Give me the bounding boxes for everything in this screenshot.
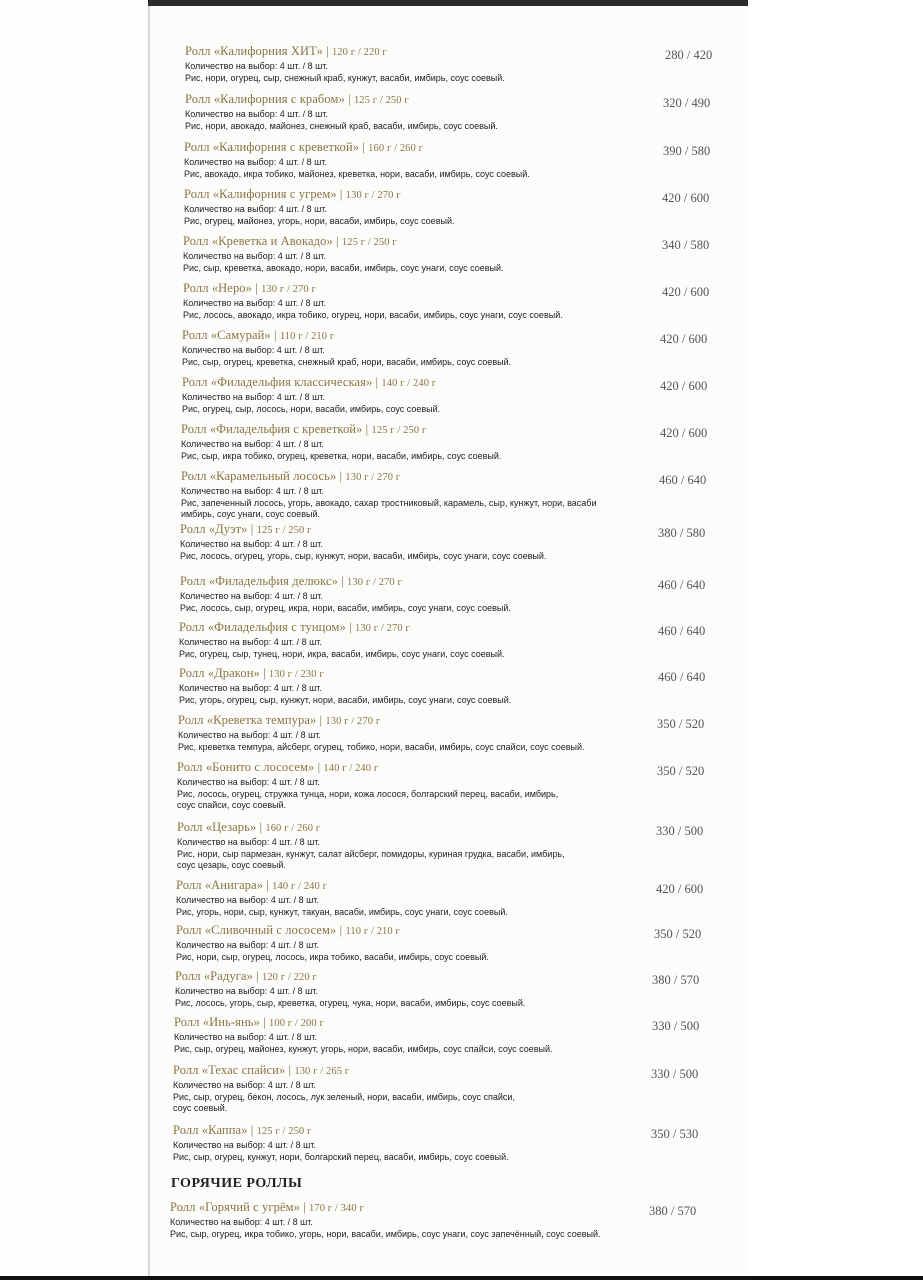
item-price: 340 / 580 (662, 238, 710, 252)
item-separator: | (252, 281, 262, 295)
item-price: 350 / 520 (654, 927, 702, 941)
item-quantity: Количество на выбор: 4 шт. / 8 шт. (185, 109, 328, 119)
item-ingredients: Рис, сыр, огурец, кунжут, нори, болгарский перец, васаби, имбирь, соус соевый. (173, 1151, 509, 1162)
menu-item (148, 92, 748, 132)
item-quantity: Количество на выбор: 4 шт. / 8 шт. (183, 251, 326, 261)
item-weight: 130 г / 270 г (354, 623, 410, 634)
item-separator: | (259, 666, 269, 680)
item-quantity: Количество на выбор: 4 шт. / 8 шт. (177, 777, 320, 787)
item-quantity: Количество на выбор: 4 шт. / 8 шт. (179, 683, 322, 693)
item-name: Ролл «Калифорния с крабом» (185, 92, 345, 106)
item-quantity: Количество на выбор: 4 шт. / 8 шт. (177, 837, 320, 847)
item-weight: 120 г / 220 г (261, 972, 317, 983)
item-quantity: Количество на выбор: 4 шт. / 8 шт. (173, 1140, 316, 1150)
item-quantity: Количество на выбор: 4 шт. / 8 шт. (185, 61, 328, 71)
item-name: Ролл «Каппа» (173, 1123, 248, 1137)
item-ingredients: Рис, сыр, креветка, авокадо, нори, васаби, имбирь, соус унаги, соус соевый. (183, 262, 504, 273)
menu-item (148, 375, 748, 415)
menu-item (148, 820, 748, 872)
item-separator: | (285, 1063, 295, 1077)
item-ingredients: Рис, запеченный лосось, угорь, авокадо, сахар тростниковый, карамель, сыр, кунжут, нори, васаби (181, 497, 597, 508)
item-quantity: Количество на выбор: 4 шт. / 8 шт. (184, 157, 327, 167)
item-name: Ролл «Горячий с угрём» (170, 1200, 300, 1214)
item-name: Ролл «Филадельфия с креветкой» (181, 422, 363, 436)
item-weight: 130 г / 270 г (345, 190, 401, 201)
item-separator: | (256, 820, 266, 834)
menu-item (148, 281, 748, 321)
item-weight: 120 г / 220 г (331, 47, 387, 58)
item-ingredients: Рис, лосось, сыр, огурец, икра, нори, васаби, имбирь, соус унаги, соус соевый. (180, 602, 511, 613)
item-ingredients: соус спайси, соус соевый. (177, 800, 287, 810)
item-ingredients: Рис, лосось, огурец, угорь, сыр, кунжут, нори, васаби, имбирь, соус унаги, соус соевый. (180, 550, 547, 561)
menu-item (148, 713, 748, 753)
item-separator: | (322, 44, 332, 58)
menu-item (148, 328, 748, 368)
item-ingredients: Рис, огурец, сыр, лосось, нори, васаби, имбирь, соус соевый. (182, 403, 441, 414)
item-quantity: Количество на выбор: 4 шт. / 8 шт. (176, 940, 319, 950)
item-name: Ролл «Дракон» (179, 666, 260, 680)
menu-item (148, 969, 748, 1009)
item-ingredients: Рис, огурец, майонез, угорь, нори, васаби, имбирь, соус соевый. (184, 215, 455, 226)
item-quantity: Количество на выбор: 4 шт. / 8 шт. (181, 486, 324, 496)
item-separator: | (345, 620, 355, 634)
item-price: 380 / 580 (658, 526, 706, 540)
scan-margin-right (748, 0, 923, 1280)
item-weight: 125 г / 250 г (341, 237, 397, 248)
item-weight: 140 г / 240 г (272, 881, 328, 892)
item-name: Ролл «Дуэт» (180, 522, 248, 536)
item-heading (185, 44, 748, 59)
item-ingredients: Рис, сыр, огурец, икра тобико, угорь, нори, васаби, имбирь, соус унаги, соус запечённый, соус соевый. (170, 1228, 601, 1239)
scan-margin-left (0, 0, 148, 1280)
item-separator: | (314, 760, 324, 774)
item-weight: 110 г / 210 г (279, 331, 335, 342)
item-weight: 125 г / 250 г (256, 525, 312, 536)
item-price: 380 / 570 (652, 973, 700, 987)
item-price: 420 / 600 (660, 332, 708, 346)
item-price: 330 / 500 (651, 1067, 699, 1081)
item-weight: 140 г / 240 г (381, 378, 437, 389)
menu-item (148, 620, 748, 660)
item-quantity: Количество на выбор: 4 шт. / 8 шт. (174, 1032, 317, 1042)
section-title-hot-rolls: ГОРЯЧИЕ РОЛЛЫ (171, 1176, 303, 1191)
item-separator: | (337, 574, 348, 588)
item-price: 460 / 640 (658, 578, 706, 592)
item-quantity: Количество на выбор: 4 шт. / 8 шт. (170, 1217, 313, 1227)
item-separator: | (263, 878, 273, 892)
item-weight: 130 г / 270 г (345, 472, 401, 483)
menu-item (148, 44, 748, 84)
item-quantity: Количество на выбор: 4 шт. / 8 шт. (175, 986, 318, 996)
item-weight: 130 г / 230 г (268, 669, 324, 680)
item-ingredients: Рис, лосось, огурец, стружка тунца, нори, кожа лосося, болгарский перец, васаби, имбирь, (177, 788, 559, 799)
menu-item (148, 1200, 748, 1240)
item-ingredients: Рис, креветка темпура, айсберг, огурец, тобико, нори, васаби, имбирь, соус спайси, соус соевый. (178, 741, 585, 752)
item-separator: | (336, 469, 346, 483)
item-ingredients: Рис, нори, сыр пармезан, кунжут, салат айсберг, помидоры, куриная грудка, васаби, имбирь, (177, 848, 565, 859)
item-ingredients: Рис, нори, авокадо, майонез, снежный краб, васаби, имбирь, соус соевый. (185, 120, 498, 131)
item-ingredients: Рис, сыр, огурец, майонез, кунжут, угорь, нори, васаби, имбирь, соус спайси, соус соевый. (174, 1043, 553, 1054)
item-ingredients: имбирь, соус унаги, соус соевый. (181, 509, 320, 519)
menu-item (148, 422, 748, 462)
item-price: 460 / 640 (658, 624, 706, 638)
item-weight: 110 г / 210 г (345, 926, 400, 937)
menu-item (148, 574, 748, 614)
item-price: 460 / 640 (658, 670, 706, 684)
item-name: Ролл «Карамельный лосось» (181, 469, 337, 483)
item-weight: 160 г / 260 г (368, 143, 424, 154)
item-ingredients: Рис, нори, сыр, огурец, лосось, икра тобико, васаби, имбирь, соус соевый. (176, 951, 489, 962)
item-weight: 130 г / 270 г (261, 284, 316, 295)
menu-item (148, 1015, 748, 1055)
item-separator: | (259, 1015, 270, 1029)
menu-item (148, 666, 748, 706)
item-name: Ролл «Филадельфия классическая» (182, 375, 373, 389)
item-separator: | (332, 234, 342, 248)
item-name: Ролл «Филадельфия с тунцом» (179, 620, 346, 634)
menu-item (148, 187, 748, 227)
item-price: 350 / 530 (651, 1127, 699, 1141)
item-weight: 100 г / 200 г (269, 1018, 324, 1029)
item-quantity: Количество на выбор: 4 шт. / 8 шт. (181, 439, 324, 449)
item-separator: | (344, 92, 354, 106)
item-separator: | (372, 375, 382, 389)
item-ingredients: соус цезарь, соус соевый. (177, 860, 286, 870)
item-ingredients: соус соевый. (173, 1103, 228, 1113)
item-weight: 130 г / 270 г (325, 716, 381, 727)
item-name: Ролл «Техас спайси» (173, 1063, 286, 1077)
item-separator: | (362, 422, 372, 436)
item-separator: | (316, 713, 326, 727)
item-separator: | (247, 1123, 257, 1137)
menu-item (148, 140, 748, 180)
item-weight: 170 г / 340 г (309, 1203, 364, 1214)
item-quantity: Количество на выбор: 4 шт. / 8 шт. (178, 730, 321, 740)
item-weight: 140 г / 240 г (323, 763, 379, 774)
item-name: Ролл «Бонито с лососем» (177, 760, 315, 774)
item-quantity: Количество на выбор: 4 шт. / 8 шт. (180, 539, 323, 549)
item-price: 380 / 570 (649, 1204, 697, 1218)
item-ingredients: Рис, угорь, нори, сыр, кунжут, такуан, васаби, имбирь, соус унаги, соус соевый. (176, 906, 508, 917)
item-separator: | (359, 140, 369, 154)
item-name: Ролл «Сливочный с лососем» (176, 923, 337, 937)
item-weight: 160 г / 260 г (265, 823, 321, 834)
item-weight: 125 г / 250 г (256, 1126, 312, 1137)
item-name: Ролл «Калифорния с креветкой» (184, 140, 360, 154)
item-price: 330 / 500 (652, 1019, 700, 1033)
item-ingredients: Рис, сыр, огурец, бекон, лосось, лук зеленый, нори, васаби, имбирь, соус спайси, (173, 1091, 515, 1102)
item-price: 420 / 600 (660, 379, 708, 393)
item-price: 320 / 490 (663, 96, 711, 110)
item-ingredients: Рис, угорь, огурец, сыр, кунжут, нори, васаби, имбирь, соус унаги, соус соевый. (179, 694, 512, 705)
item-name: Ролл «Филадельфия делюкс» (180, 574, 338, 588)
item-ingredients: Рис, огурец, сыр, тунец, нори, икра, васаби, имбирь, соус унаги, соус соевый. (179, 648, 505, 659)
item-quantity: Количество на выбор: 4 шт. / 8 шт. (180, 591, 323, 601)
menu-page (148, 6, 748, 1280)
item-price: 280 / 420 (665, 48, 713, 62)
item-price: 390 / 580 (663, 144, 711, 158)
item-name: Ролл «Креветка темпура» (178, 713, 317, 727)
scan-bottom-edge (0, 1276, 923, 1280)
item-separator: | (247, 522, 257, 536)
item-quantity: Количество на выбор: 4 шт. / 8 шт. (182, 392, 325, 402)
item-name: Ролл «Цезарь» (177, 820, 257, 834)
item-price: 420 / 600 (656, 882, 704, 896)
menu-item (148, 469, 748, 521)
item-separator: | (336, 187, 346, 201)
item-ingredients: Рис, лосось, авокадо, икра тобико, огурец, нори, васаби, имбирь, соус унаги, соус соевый. (183, 309, 563, 320)
item-quantity: Количество на выбор: 4 шт. / 8 шт. (176, 895, 319, 905)
item-price: 330 / 500 (656, 824, 704, 838)
item-ingredients: Рис, сыр, икра тобико, огурец, креветка, нори, васаби, имбирь, соус соевый. (181, 450, 502, 461)
item-weight: 130 г / 270 г (347, 577, 402, 588)
item-separator: | (270, 328, 280, 342)
item-separator: | (299, 1200, 310, 1214)
item-name: Ролл «Калифорния с угрем» (184, 187, 337, 201)
item-weight: 125 г / 250 г (353, 95, 409, 106)
menu-item (148, 1123, 748, 1163)
item-quantity: Количество на выбор: 4 шт. / 8 шт. (183, 298, 326, 308)
item-name: Ролл «Самурай» (182, 328, 271, 342)
item-ingredients: Рис, лосось, угорь, сыр, креветка, огурец, чука, нори, васаби, имбирь, соус соевый. (175, 997, 526, 1008)
item-name: Ролл «Анигара» (176, 878, 264, 892)
menu-item (148, 923, 748, 963)
item-name: Ролл «Радуга» (175, 969, 253, 983)
item-separator: | (252, 969, 262, 983)
item-price: 350 / 520 (657, 717, 705, 731)
item-ingredients: Рис, нори, огурец, сыр, снежный краб, кунжут, васаби, имбирь, соус соевый. (185, 72, 505, 83)
item-name: Ролл «Неро» (183, 281, 253, 295)
menu-item (148, 878, 748, 918)
item-price: 420 / 600 (662, 285, 710, 299)
item-name: Ролл «Инь-янь» (174, 1015, 260, 1029)
item-quantity: Количество на выбор: 4 шт. / 8 шт. (184, 204, 327, 214)
item-separator: | (336, 923, 346, 937)
menu-item (148, 760, 748, 812)
item-price: 350 / 520 (657, 764, 705, 778)
item-price: 420 / 600 (660, 426, 708, 440)
menu-item (148, 522, 748, 562)
item-name: Ролл «Креветка и Авокадо» (183, 234, 333, 248)
item-quantity: Количество на выбор: 4 шт. / 8 шт. (182, 345, 325, 355)
item-quantity: Количество на выбор: 4 шт. / 8 шт. (179, 637, 322, 647)
item-weight: 130 г / 265 г (294, 1066, 350, 1077)
item-ingredients: Рис, авокадо, икра тобико, майонез, креветка, нори, васаби, имбирь, соус соевый. (184, 168, 530, 179)
item-ingredients: Рис, сыр, огурец, креветка, снежный краб, нори, васаби, имбирь, соус соевый. (182, 356, 512, 367)
item-weight: 125 г / 250 г (371, 425, 427, 436)
item-price: 420 / 600 (662, 191, 710, 205)
item-name: Ролл «Калифорния ХИТ» (185, 44, 323, 58)
item-quantity: Количество на выбор: 4 шт. / 8 шт. (173, 1080, 316, 1090)
menu-item (148, 234, 748, 274)
menu-item (148, 1063, 748, 1115)
item-price: 460 / 640 (659, 473, 707, 487)
